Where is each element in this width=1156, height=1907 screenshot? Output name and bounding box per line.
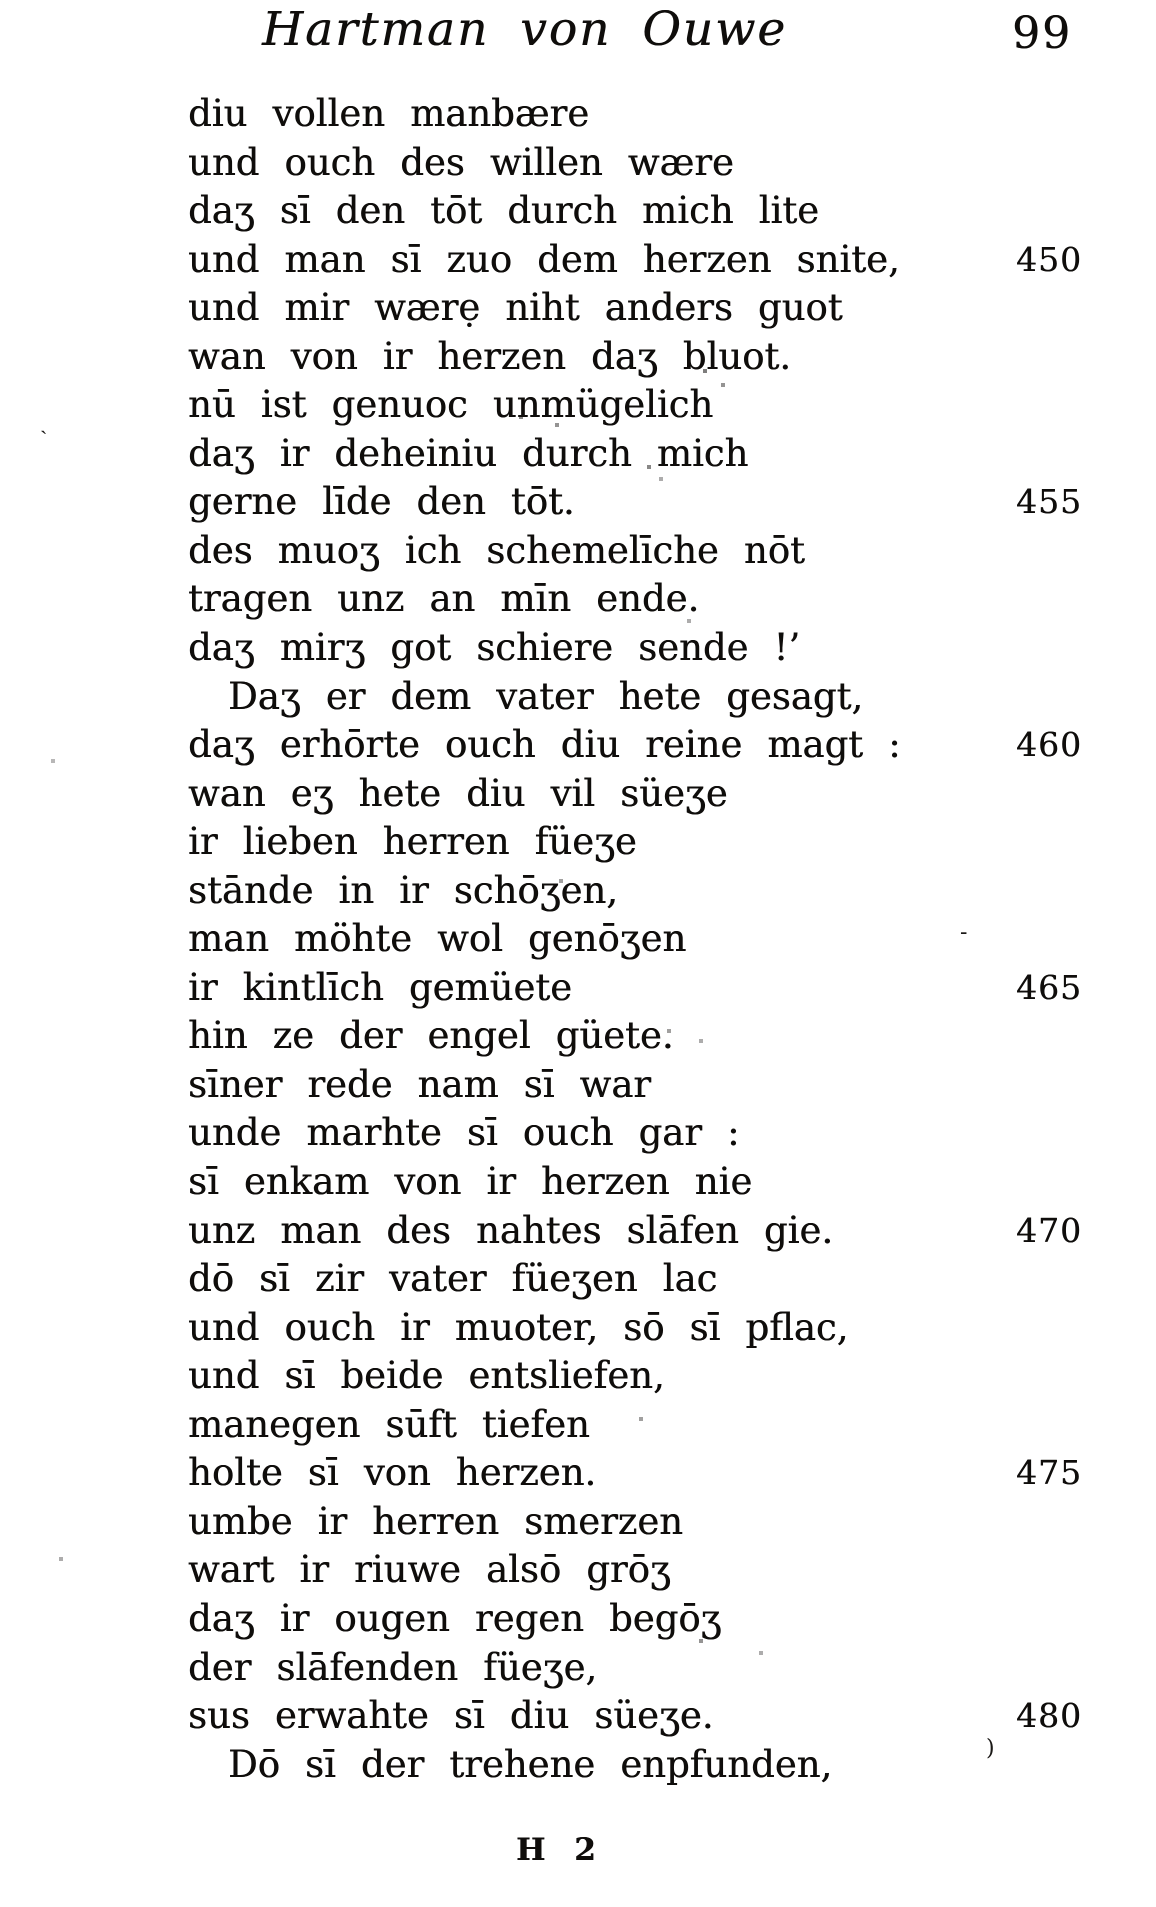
poem-line-text: umbe ir herren smerzen	[188, 1499, 683, 1543]
poem-line	[0, 333, 1156, 382]
poem-line	[0, 1109, 1156, 1158]
poem-line	[0, 867, 1156, 916]
footer-signature: H 2	[516, 1832, 600, 1868]
poem-line	[0, 1207, 1156, 1256]
verse-line-number: 480	[1016, 1696, 1082, 1736]
poem-line-text: und ouch ir muoter, sō sī pflac,	[188, 1305, 849, 1349]
poem-line-text: unde marhte sī ouch gar :	[188, 1111, 740, 1155]
scan-noise	[0, 0, 2, 2]
poem-line-text: und mir wærẹ niht anders guot	[188, 286, 843, 330]
poem-line	[0, 1546, 1156, 1595]
poem-line-text: ir kintlīch gemüete	[188, 965, 573, 1009]
poem-line-text: und ouch des willen wære	[188, 140, 734, 184]
poem-line	[0, 139, 1156, 188]
poem-line-text: holte sī von herzen.	[188, 1451, 597, 1495]
verse-line-number: 470	[1016, 1210, 1082, 1250]
poem-line-text: und sī beide entsliefen,	[188, 1354, 665, 1398]
verse-line-number: 475	[1016, 1453, 1082, 1493]
poem-line-text: Dō sī der trehene enpfunden,	[228, 1742, 833, 1786]
poem-line-text: diu vollen manbære	[188, 92, 590, 135]
poem-line	[0, 1158, 1156, 1207]
poem-line-text: ir lieben herren füeʒe	[188, 820, 637, 864]
poem-line	[0, 1644, 1156, 1693]
scan-artifact: -	[960, 920, 968, 945]
poem-line-text: tragen unz an mīn ende.	[188, 577, 700, 621]
scan-artifact: ˎ	[40, 410, 48, 435]
poem-line	[0, 1741, 1156, 1790]
poem-line	[0, 381, 1156, 430]
poem-line	[0, 770, 1156, 819]
poem-line	[0, 1401, 1156, 1450]
poem-line	[0, 673, 1156, 722]
poem-line-text: daʒ sī den tōt durch mich lite	[188, 189, 820, 233]
poem-line-text: wan eʒ hete diu vil süeʒe	[188, 771, 728, 815]
poem-lines	[0, 90, 1156, 1789]
poem-line	[0, 1692, 1156, 1741]
poem-line-text: man möhte wol genōʒen	[188, 917, 687, 961]
poem-line-text: des muoʒ ich schemelīche nōt	[188, 528, 805, 572]
poem-line	[0, 1255, 1156, 1304]
poem-line	[0, 1304, 1156, 1353]
poem-line-text: gerne līde den tōt.	[188, 480, 575, 524]
poem-line	[0, 236, 1156, 285]
poem-line-text: hin ze der engel güete.	[188, 1014, 674, 1058]
poem-line-text: wan von ir herzen daʒ bluot.	[188, 334, 792, 378]
poem-line-text: Daʒ er dem vater hete gesagt,	[228, 674, 864, 718]
poem-line-text: daʒ erhōrte ouch diu reine magt :	[188, 723, 901, 767]
scan-artifact: )	[986, 1736, 995, 1761]
poem-line	[0, 575, 1156, 624]
poem-line	[0, 284, 1156, 333]
poem-line-text: daʒ ir ougen regen begōʒ	[188, 1596, 722, 1640]
poem-line-text: stānde in ir schōʒen,	[188, 868, 618, 912]
verse-line-number: 450	[1016, 239, 1082, 279]
poem-line-text: sus erwahte sī diu süeʒe.	[188, 1694, 714, 1738]
poem-line	[0, 1498, 1156, 1547]
poem-line	[0, 527, 1156, 576]
poem-line-text: der slāfenden füeʒe,	[188, 1645, 598, 1689]
poem-line	[0, 430, 1156, 479]
poem-line-text: nū ist genuoc unmügelich	[188, 383, 714, 427]
poem-line	[0, 187, 1156, 236]
poem-line-text: sīner rede nam sī war	[188, 1062, 651, 1106]
poem-line-text: daʒ mirʒ got schiere sende !’	[188, 626, 801, 670]
verse-line-number: 460	[1016, 725, 1082, 765]
poem-line	[0, 90, 1156, 139]
poem-line	[0, 818, 1156, 867]
poem-line	[0, 1449, 1156, 1498]
poem-line-text: und man sī zuo dem herzen snite,	[188, 237, 900, 281]
poem-line-text: unz man des nahtes slāfen gie.	[188, 1208, 834, 1252]
poem-line-text: wart ir riuwe alsō grōʒ	[188, 1548, 671, 1592]
poem-line	[0, 1061, 1156, 1110]
poem-line	[0, 915, 1156, 964]
poem-line-text: sī enkam von ir herzen nie	[188, 1160, 753, 1204]
running-title: Hartman von Ouwe	[262, 2, 788, 57]
poem-line	[0, 1012, 1156, 1061]
poem-line	[0, 1595, 1156, 1644]
page-number: 99	[1012, 8, 1072, 59]
verse-line-number: 455	[1016, 482, 1082, 522]
poem-line	[0, 478, 1156, 527]
verse-line-number: 465	[1016, 967, 1082, 1007]
poem-line	[0, 624, 1156, 673]
poem-line-text: daʒ ir deheiniu durch mich	[188, 431, 749, 475]
poem-line	[0, 1352, 1156, 1401]
poem-line	[0, 964, 1156, 1013]
poem-line-text: manegen sūft tiefen	[188, 1402, 590, 1446]
poem-line-text: dō sī zir vater füeʒen lac	[188, 1257, 718, 1301]
poem-line	[0, 721, 1156, 770]
